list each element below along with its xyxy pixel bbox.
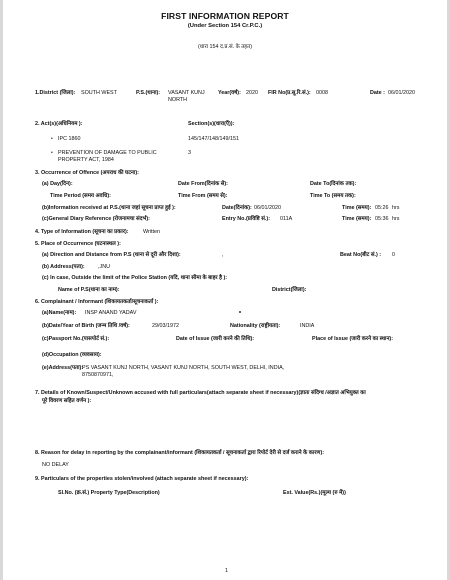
info-time-label: Time (समय): (342, 205, 372, 211)
date-to-label: Date To(दिनांक तक): (310, 181, 357, 187)
accused-details-line1: 7. Details of Known/Suspect/Unknown accused with full particulars(attach separate sheet if necessary)(ज्ञात/ संदिग्ध /अज्ञात अभियुक्त का (35, 390, 366, 396)
time-period-label: Time Period (समय अवधि): (50, 193, 111, 199)
year-label: Year(वर्ष): (218, 90, 241, 96)
date-value: 06/01/2020 (388, 90, 415, 96)
properties-heading: 9. Particulars of the properties stolen/involved (attach separate sheet if necessary): (35, 476, 249, 482)
properties-column-1: Sl.No. (क्र.सं.) Property Type(Description) (58, 490, 160, 496)
section-item-2: 3 (188, 150, 191, 156)
act-item-2-line2: PROPERTY ACT, 1984 (58, 157, 114, 163)
fir-number-label: FIR No(प्र.सू.रि.सं.): (268, 90, 311, 96)
beat-number-value: 0 (392, 252, 395, 258)
info-time-unit: hrs (392, 205, 400, 211)
act-bullet: • (51, 136, 53, 142)
direction-distance-label: (a) Direction and Distance from P.S (थाना से दूरी और दिशा): (42, 252, 181, 258)
occupation-label: (d)Occupation (व्यवसाय): (42, 352, 102, 358)
passport-label: (c)Passport No.(पासपोर्ट सं.): (42, 336, 110, 342)
place-address-label: (b) Address(पता): (42, 264, 85, 270)
complainant-name-label: (a)Name(नाम): (42, 310, 77, 316)
entry-number-value: 011A (280, 216, 293, 222)
year-value: 2020 (246, 90, 258, 96)
dob-label: (b)Date/Year of Birth (जन्म तिथि /वर्ष): (42, 323, 130, 329)
general-diary-label: (c)General Diary Reference (रोजनामचा संदर्भ): (42, 216, 150, 222)
info-date-label: Date(दिनांक): (222, 205, 252, 211)
date-label: Date : (370, 90, 385, 96)
ps-value: VASANT KUNJ (168, 90, 205, 96)
ps-name-label: Name of P.S(थाना का नाम): (58, 287, 120, 293)
gd-time-unit: hrs (392, 216, 400, 222)
issue-date-label: Date of Issue (जारी करने की तिथि): (176, 336, 255, 342)
nationality-value: INDIA (300, 323, 315, 329)
info-type-value: Written (143, 229, 160, 235)
document-title: FIRST INFORMATION REPORT (161, 11, 289, 21)
properties-column-2: Est. Value(Rs.)(मूल्य (रु में)) (283, 490, 346, 496)
place-address-value: ,JNU (98, 264, 110, 270)
time-to-label: Time To (समय तक): (310, 193, 356, 199)
document-hindi-subtitle: (धारा 154 द.प्र.सं. के तहत) (197, 44, 253, 50)
outside-limit-label: (c) In case, Outside the limit of the Police Station (यदि, थाना सीमा के बाहर है ): (42, 275, 228, 281)
complainant-heading: 6. Complainant / Informant (शिकायतकर्ता/सूचनाकर्ता ): (35, 299, 159, 305)
document-subtitle: (Under Section 154 Cr.P.C.) (187, 23, 263, 29)
direction-distance-value: , (222, 252, 224, 258)
page-number: 1 (225, 568, 228, 574)
scan-speck (239, 311, 241, 313)
district-label: 1.District (जिला): (35, 90, 76, 96)
issue-place-label: Place of Issue (जारी करने का स्थान): (312, 336, 394, 342)
section-item-1: 145/147/148/149/151 (188, 136, 239, 142)
info-date-value: 06/01/2020 (254, 205, 281, 211)
gd-time-label: Time (समय): (342, 216, 372, 222)
act-item-2: PREVENTION OF DAMAGE TO PUBLIC (58, 150, 157, 156)
date-from-label: Date From(दिनांक से): (178, 181, 228, 187)
outside-district-label: District(जिला): (272, 287, 307, 293)
gd-time-value: 05:36 (375, 216, 389, 222)
delay-reason-label: 8. Reason for delay in reporting by the complainant/informant (शिकायतकर्ता / सूचनाकर्ता द्वारा रिपोर्ट देरी से दर्ज कराने के कारण): (35, 450, 325, 456)
section-label: Section(s)(धारा(एँ)): (188, 121, 235, 127)
place-heading: 5. Place of Occurrence (घटनास्थल ): (35, 241, 121, 247)
delay-reason-value: NO DELAY (42, 462, 69, 468)
act-item-1: IPC 1860 (58, 136, 81, 142)
complainant-address-label: (e)Address(पता): (42, 365, 84, 371)
complainant-name-value: INSP ANAND YADAV (85, 310, 137, 316)
accused-details-line2: पूरे विवरण सहित वर्णन ): (42, 398, 92, 404)
complainant-address-line1: PS VASANT KUNJ NORTH, VASANT KUNJ NORTH, SOUTH WEST, DELHI, INDIA, (82, 365, 285, 371)
district-value: SOUTH WEST (81, 90, 117, 96)
dob-value: 29/03/1972 (152, 323, 179, 329)
complainant-address-line2: 8750870971, (82, 372, 114, 378)
ps-value-line2: NORTH (168, 97, 188, 103)
occurrence-heading: 3. Occurrence of Offence (अपराध की घटना): (35, 170, 139, 176)
info-received-label: (b)Information received at P.S.(थाना जहां सूचना प्राप्त हुई ): (42, 205, 176, 211)
info-type-label: 4. Type of Information (सूचना का प्रकार): (35, 229, 129, 235)
act-label: 2. Act(s)(अधिनियम ): (35, 121, 83, 127)
act-bullet: • (51, 150, 53, 156)
scan-left-edge (0, 0, 3, 580)
entry-number-label: Entry No.(प्रविष्टि सं.): (222, 216, 270, 222)
fir-number-value: 0008 (316, 90, 328, 96)
day-label: (a) Day(दिन): (42, 181, 73, 187)
time-from-label: Time From (समय से): (178, 193, 228, 199)
ps-label: P.S.(थाना): (136, 90, 161, 96)
beat-number-label: Beat No(बीट सं.) : (340, 252, 382, 258)
nationality-label: Nationality (राष्ट्रीयता): (230, 323, 281, 329)
info-time-value: 05:26 (375, 205, 389, 211)
